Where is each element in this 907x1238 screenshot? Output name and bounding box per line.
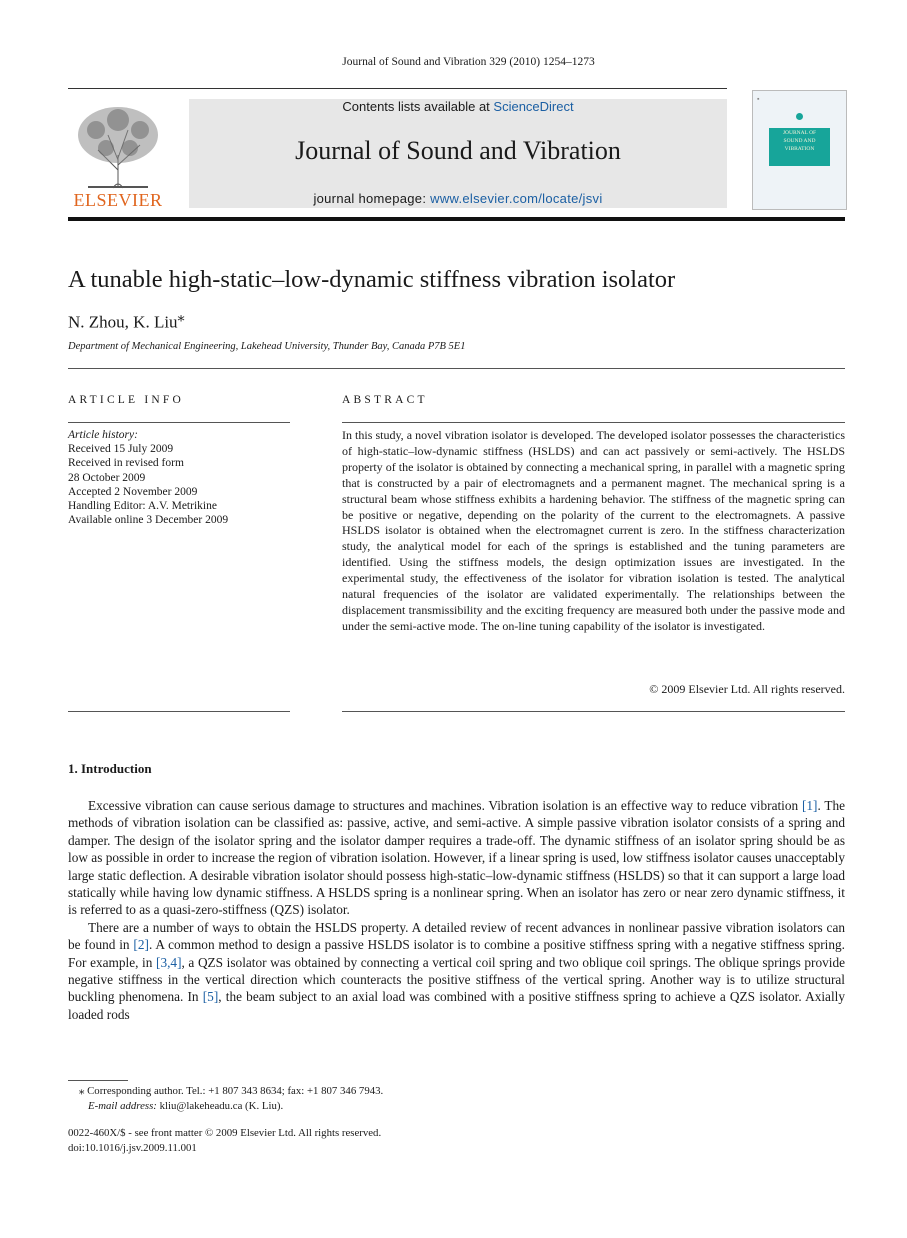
corresponding-author-note: ⁎ Corresponding author. Tel.: +1 807 343 8634; fax: +1 807 346 7943. (79, 1085, 384, 1097)
journal-citation: Journal of Sound and Vibration 329 (2010) 1254–1273 (342, 56, 595, 68)
homepage-link[interactable]: www.elsevier.com/locate/jsvi (430, 191, 603, 206)
email-note (68, 1099, 668, 1114)
article-info-heading: ARTICLE INFO (68, 394, 184, 406)
contents-line (189, 99, 727, 114)
elsevier-wordmark: ELSEVIER (73, 190, 163, 210)
cover-emblem-icon (796, 113, 803, 120)
reference-link[interactable]: [5] (202, 989, 219, 1005)
affiliation-divider (68, 368, 845, 369)
front-matter (68, 1126, 668, 1156)
history-item: Received in revised form (68, 457, 184, 470)
doi-line[interactable]: doi:10.1016/j.jsv.2009.11.001 (68, 1142, 197, 1154)
sciencedirect-link[interactable]: ScienceDirect (493, 99, 574, 114)
paragraph: Excessive vibration can cause serious damage to structures and machines. Vibration isolation is an effective way to reduce vibration [1]. The methods of vibration isolation can be classified as: passive, active, and semi-active. A simple passive vibration isolator consists of a spring and damper. The design of the isolator spring and the isolator damper requires a trade-off. The dynamic stiffness of an isolator spring should be as low as possible in order to increase the region of vibration isolation. However, if a linear spring is used, low stiffness isolator causes unacceptably large static deflection. A desirable vibration isolator should possess high-static–low-dynamic stiffness (HSLDS) so that it can support a large load statically while having low dynamic stiffness. A HSLDS spring is a nonlinear spring. When an isolator has zero or near zero dynamic stiffness, it is referred to as a quasi-zero-stiffness (QZS) isolator. (68, 798, 845, 918)
article-history (68, 428, 290, 527)
issn-line: 0022-460X/$ - see front matter © 2009 Elsevier Ltd. All rights reserved. (68, 1127, 382, 1139)
header-thick-rule (68, 217, 845, 221)
footnote (68, 1084, 668, 1114)
journal-cover-thumbnail (752, 90, 847, 210)
introduction-body (68, 797, 845, 1023)
reference-link[interactable]: [2] (133, 937, 149, 953)
history-item: Received 15 July 2009 (68, 443, 174, 456)
section-heading-introduction: 1. Introduction (68, 761, 152, 776)
article-info-top-rule (68, 422, 290, 423)
footnote-rule (68, 1080, 128, 1081)
article-title: A tunable high-static–low-dynamic stiffness vibration isolator (68, 266, 676, 293)
history-item: Accepted 2 November 2009 (68, 485, 198, 498)
paragraph: There are a number of ways to obtain the HSLDS property. A detailed review of recent advances in nonlinear passive vibration isolators can be found in [2]. A common method to design a passive HSLDS isolator is to combine a positive stiffness spring with a negative stiffness spring. For example, in [3,4], a QZS isolator was obtained by connecting a vertical coil spring and two oblique coil springs. The oblique springs provide negative stiffness in the vertical direction which counteracts the positive stiffness of the vertical spring. Another way is to utilize structural buckling phenomena. In [5], the beam subject to an axial load was combined with a positive stiffness spring to achieve a QZS isolator. Axially loaded rods (68, 919, 846, 1022)
corresponding-author-mark[interactable]: ⁎ (177, 309, 185, 325)
history-item: Available online 3 December 2009 (68, 514, 229, 527)
email-label: E-mail address: (88, 1100, 157, 1112)
authors-text: N. Zhou, K. Liu (68, 312, 178, 332)
affiliation: Department of Mechanical Engineering, Lakehead University, Thunder Bay, Canada P7B 5E1 (68, 341, 466, 352)
history-label: Article history: (68, 429, 138, 441)
article-info-bottom-rule (68, 711, 290, 712)
abstract-text: In this study, a novel vibration isolator is developed. The developed isolator possesses the characteristics of high-static–low-dynamic stiffness (HSLDS) and can act passively or semi-actively. The HSLDS property of the isolator is obtained by connecting a mechanical spring, in parallel with a magnetic spring that is constructed by a pair of electromagnets and a permanent magnet. The mechanical spring is a structural beam whose stiffness exhibits a hardening behavior. The stiffness of the magnetic spring can be positive or negative, depending on the polarity of the current to the electromagnets. A passive HSLDS isolator is obtained when the electromagnet current is zero. In the stiffness characterization study, the analytical model for each of the springs is established and the tuning parameters are identified. Using the stiffness models, the design optimization issues are investigated. In the experimental study, the effectiveness of the isolator for vibration isolation is tested. The analytical natural frequencies of the isolator are validated experimentally. The relationships between the displacement transmissibility and the exciting frequency are measured both under the passive mode and under the semi-active mode. The on-line tuning capability of the isolator is investigated. (342, 428, 845, 633)
history-item: Handling Editor: A.V. Metrikine (68, 500, 217, 513)
abstract-heading: ABSTRACT (342, 394, 428, 406)
journal-title: Journal of Sound and Vibration (295, 136, 621, 165)
abstract-top-rule (342, 422, 845, 423)
author-list (68, 309, 185, 333)
abstract-bottom-rule (342, 711, 845, 712)
reference-link[interactable]: [3,4] (156, 954, 182, 970)
header-divider (68, 88, 727, 89)
history-item: 28 October 2009 (68, 471, 146, 484)
cover-title: JOURNAL OF SOUND AND VIBRATION (782, 130, 817, 152)
abstract-copyright: © 2009 Elsevier Ltd. All rights reserved. (649, 682, 845, 696)
homepage-line (189, 191, 727, 206)
email-address[interactable]: kliu@lakeheadu.ca (K. Liu). (156, 1100, 284, 1112)
reference-link[interactable]: [1] (801, 798, 818, 813)
contents-prefix: Contents lists available at (342, 99, 494, 114)
cover-publisher-mark-icon: ▪ (757, 95, 760, 103)
homepage-prefix: journal homepage: (313, 191, 431, 206)
